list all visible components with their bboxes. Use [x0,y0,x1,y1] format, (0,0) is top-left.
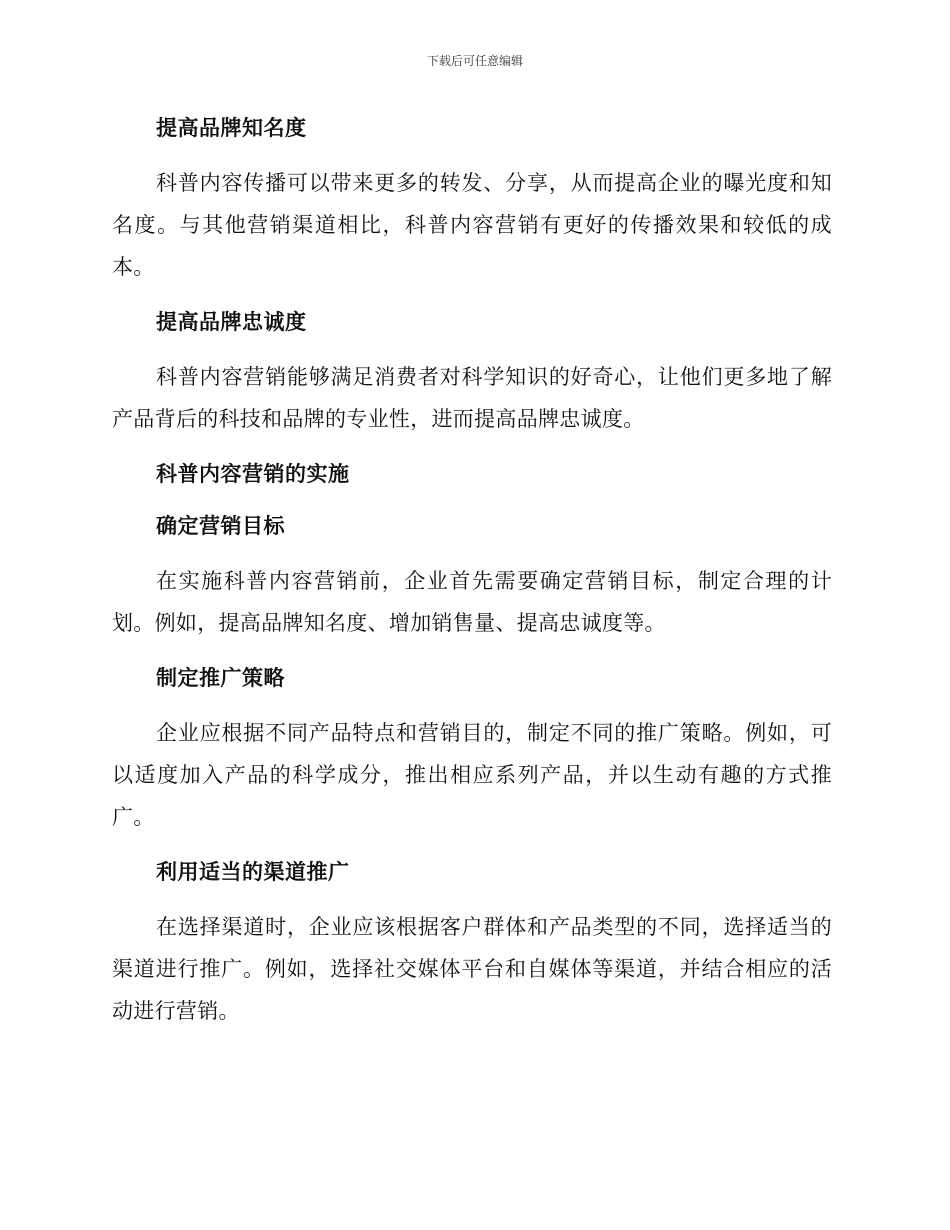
section-heading-promotion-strategy: 制定推广策略 [156,666,285,690]
section-heading-brand-awareness: 提高品牌知名度 [156,116,307,140]
page-header: 下载后可任意编辑 [426,54,523,68]
section-heading-brand-loyalty: 提高品牌忠诚度 [156,310,307,334]
section-paragraph-brand-loyalty: 科普内容营销能够满足消费者对科学知识的好奇心，让他们更多地了解产品背后的科技和品牌的专业性，进而提高品牌忠诚度。 [112,365,832,431]
section-heading-marketing-goals: 确定营销目标 [156,514,285,538]
section-heading-implementation: 科普内容营销的实施 [156,462,350,486]
section-paragraph-marketing-goals: 在实施科普内容营销前，企业首先需要确定营销目标，制定合理的计划。例如，提高品牌知名度、增加销售量、提高忠诚度等。 [112,569,832,635]
section-paragraph-promotion-strategy: 企业应根据不同产品特点和营销目的，制定不同的推广策略。例如，可以适度加入产品的科学成分，推出相应系列产品，并以生动有趣的方式推广。 [112,721,832,829]
section-paragraph-channels: 在选择渠道时，企业应该根据客户群体和产品类型的不同，选择适当的渠道进行推广。例如，选择社交媒体平台和自媒体等渠道，并结合相应的活动进行营销。 [112,915,832,1023]
section-heading-channels: 利用适当的渠道推广 [156,860,350,884]
document-body [112,108,832,1032]
section-paragraph-brand-awareness: 科普内容传播可以带来更多的转发、分享，从而提高企业的曝光度和知名度。与其他营销渠道相比，科普内容营销有更好的传播效果和较低的成本。 [112,171,832,279]
